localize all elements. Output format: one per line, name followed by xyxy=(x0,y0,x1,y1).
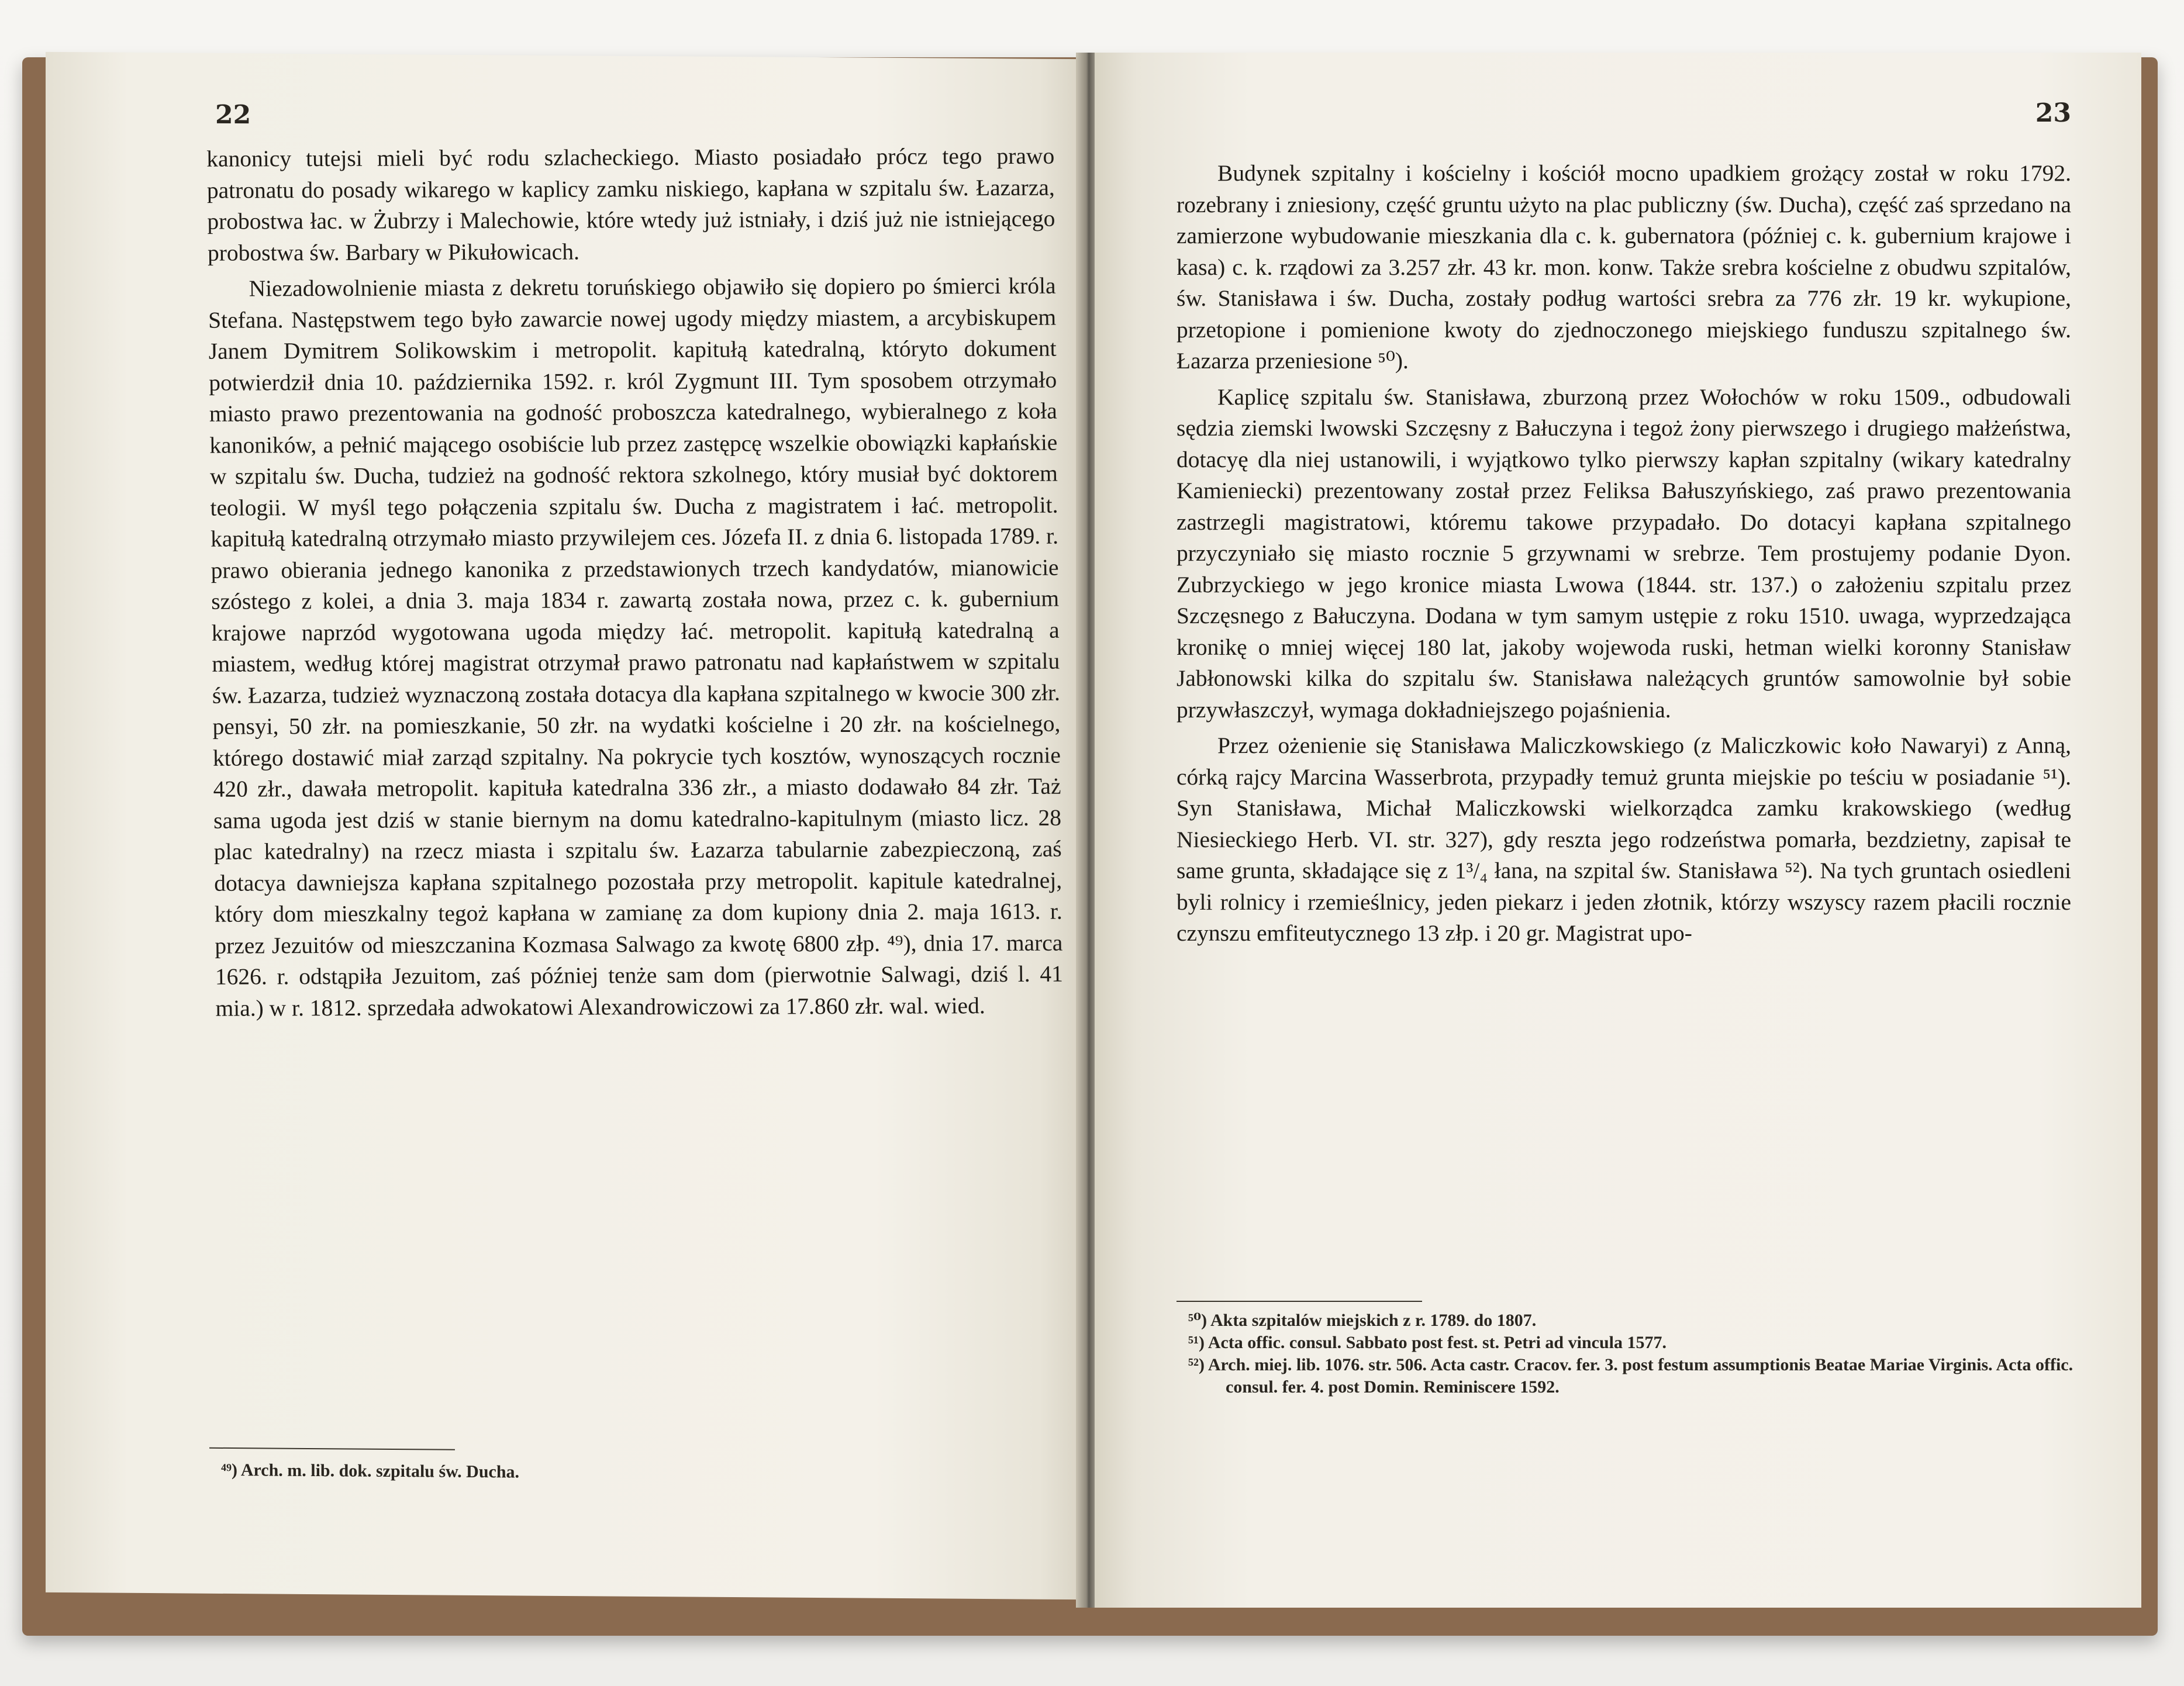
right-footnote-50: ⁵⁰) Akta szpitalów miejskich z r. 1789. do 1807. xyxy=(1188,1311,1537,1330)
left-footnote-49: ⁴⁹) Arch. m. lib. dok. szpitalu św. Ducha. xyxy=(221,1460,520,1482)
left-page-body xyxy=(206,141,1064,1024)
left-page xyxy=(46,52,1081,1599)
right-page xyxy=(1095,53,2141,1608)
right-page-number: 23 xyxy=(2035,98,2071,128)
left-paragraph-2: Niezadowolnienie miasta z dekretu toruńskiego objawiło się dopiero po śmierci króla Stefana. Następstwem tego było zawarcie nowej ugody między miastem, a arcybiskupem Janem Dymitrem Solikowskim i metropolit. kapitułą katedralną, którytο dokument potwierdził dnia 10. października 1592. r. król Zygmunt III. Tym sposobem otrzymało miasto prawo prezentowania na godność proboszcza katedralnego, wybieralnego z koła kanoników, a pełnić mającego osobiście lub przez zastępcę wszelkie obowiązki kapłańskie w szpitalu św. Ducha, tudzież na godność rektora szkolnego, który musiał być doktorem teologii. W myśl tego połączenia szpitalu św. Ducha z magistratem i łać. metropolit. kapitułą katedralną otrzymało miasto przywilejem ces. Józefa II. z dnia 6. listopada 1789. r. prawo obierania jednego kanonika z przedstawionych trzech kandydatów, mianowicie szóstego z kolei, a dnia 3. maja 1834 r. zawartą została nowa, przez c. k. gubernium krajowe naprzód wygotowana ugoda między łać. metropolit. kapitułą katedralną a miastem, według której magistrat otrzymał prawo patronatu nad kapłaństwem w szpitalu św. Łazarza, tudzież wyznaczoną została dotacya dla kapłana szpitalnego w kwocie 300 złr. pensyi, 50 złr. na pomieszkanie, 50 złr. na wydatki kościelne i 20 złr. na kościelnego, którego dostawić miał zarząd szpitalny. Na pokrycie tych kosztów, wynoszących rocznie 420 złr., dawała metropolit. kapituła katedralna 336 złr., a miasto dodawało 84 złr. Taż sama ugoda jest dziś w stanie biernym na domu katedralno-kapitulnym (miasto licz. 28 plac katedralny) na rzecz miasta i szpitalu św. Łazarza tabularnie zabezpieczoną, zaś dotacya dawniejsza kapłana szpitalnego pozostała przy metropolit. kapitule katedralnej, który dom mieszkalny tegoż kapłana w zamianę za dom kupiony dnia 2. maja 1613. r. przez Jezuitów od mieszczanina Kozmasa Salwago za kwotę 6800 złp. ⁴⁹), dnia 17. marca 1626. r. odstąpiła Jezuitom, zaś później tenże sam dom (pierwotnie Salwagi, dziś l. 41 mia.) w r. 1812. sprzedała adwokatowi Alexandrowiczowi za 17.860 złr. wal. wied. xyxy=(208,272,1064,1021)
left-footnote-rule xyxy=(209,1447,455,1450)
right-paragraph-1: Budynek szpitalny i kościelny i kościół mocno upadkiem grożący został w roku 1792. rozebrany i zniesiony, część gruntu użyto na plac publiczny (św. Ducha), część zaś sprzedano na zamierzone wybudowanie mieszkania dla c. k. gubernatora (później c. k. gubernium krajowe i kasa) c. k. rządowi za 3.257 złr. 43 kr. mon. konw. Także srebra kościelne z obudwu szpitalów, św. Stanisława i św. Ducha, zostały podług wartości srebra za 776 złr. 19 kr. wykupione, przetopione i pomienione kwoty do zjednoczonego miejskiego funduszu szpitalnego św. Łazarza przeniesione ⁵⁰). xyxy=(1176,160,2071,374)
right-footnote-52: ⁵²) Arch. miej. lib. 1076. str. 506. Acta castr. Cracov. fer. 3. post festum assumptionis Beatae Mariae Virginis. Acta offic. consul. fer. 4. post Domin. Reminiscere 1592. xyxy=(1188,1355,2073,1397)
right-footnote-51: ⁵¹) Acta offic. consul. Sabbato post fest. st. Petri ad vincula 1577. xyxy=(1188,1333,1667,1352)
left-paragraph-1: kanonicy tutejsi mieli być rodu szlacheckiego. Miasto posiadało prócz tego prawo patronatu do posady wikarego w kaplicy zamku niskiego, kapłana w szpitalu św. Łazarza, probostwa łac. w Żubrzy i Malechowie, które wtedy już istniały, i dziś już nie istniejącego probostwa św. Barbary w Pikułowicach. xyxy=(206,143,1055,266)
left-footnotes xyxy=(221,1459,981,1487)
right-footnotes xyxy=(1188,1310,2077,1398)
right-footnote-rule xyxy=(1176,1301,1422,1302)
right-paragraph-3: Przez ożenienie się Stanisława Maliczkowskiego (z Maliczkowic koło Nawaryi) z Anną, córką rajcy Marcina Wasserbrota, przypadły temuż grunta miejskie po teściu w posiadanie ⁵¹). Syn Stanisława, Michał Maliczkowski wielkorządca zamku krakowskiego (według Niesieckiego Herb. VI. str. 327), gdy reszta jego rodzeństwa pomarła, bezdzietny, zapisał te same grunta, składające się z 1³/₄ łana, na szpital św. Stanisława ⁵²). Na tych gruntach osiedleni byli rolnicy i rzemieślnicy, jeden piekarz i jeden złotnik, którzy wszyscy razem płacili rocznie czynszu emfiteutycznego 13 złp. i 20 gr. Magistrat upo- xyxy=(1176,733,2071,946)
right-page-body xyxy=(1176,158,2071,949)
right-paragraph-2: Kaplicę szpitalu św. Stanisława, zburzoną przez Wołochów w roku 1509., odbudowali sędzia ziemski lwowski Szczęsny z Bałuczyna i tegoż żony pierwszego i drugiego małżeństwa, dotacyę dla niej ustanowili, i wyjątkowo tylko pierwszy kapłan szpitalny (wikary katedralny Kamieniecki) prezentowany został przez Feliksa Bałuszyńskiego, zaś prawo prezentowania zastrzegli magistratowi, któremu takowe przypadało. Do dotacyi kapłana szpitalnego przyczyniało się miasto rocznie 5 grzywnami w srebrze. Tem prostujemy podanie Dyon. Zubrzyckiego w jego kronice miasta Lwowa (1844. str. 137.) o założeniu szpitalu przez Szczęsnego z Bałuczyna. Dodana w tym samym ustępie z roku 1510. uwaga, wyprzedzająca kronikę o mniej więcej 180 lat, jakoby wojewoda ruski, hetman wielki koronny Stanisław Jabłonowski kilka do szpitalu św. Stanisława należących gruntów samowolnie był sobie przywłaszczył, wymaga dokładniejszego pojaśnienia. xyxy=(1176,384,2071,723)
left-page-number: 22 xyxy=(215,99,251,130)
